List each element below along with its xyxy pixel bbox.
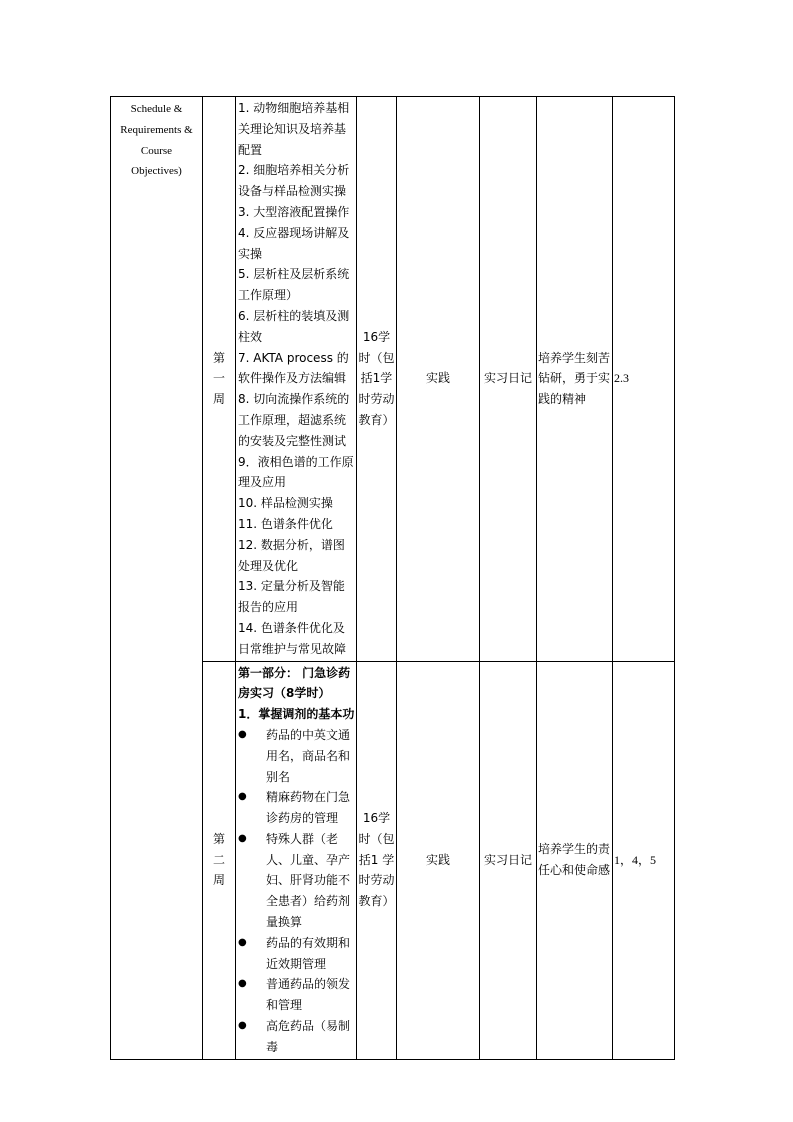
row-label-line: Requirements & [120,123,193,136]
row-label-line: Schedule & [130,103,183,115]
week-label: 第一周 [212,350,225,407]
week-cell [203,97,236,662]
week-label: 第二周 [212,831,225,888]
list-item [238,1016,355,1058]
list-item: 9．液相色谱的工作原理及应用 [238,454,354,490]
bullet-icon: ● [238,936,247,948]
indicator-cell [613,97,675,662]
week-cell [203,661,236,1059]
indicator-cell [613,661,675,1059]
list-item: 6. 层析柱的装填及测柱效 [238,308,350,344]
objective-cell [537,97,613,662]
list-item: 2. 细胞培养相关分析设备与样品检测实操 [238,163,350,199]
list-item: 5. 层析柱及层析系统工作原理） [238,267,350,303]
list-item: 7. AKTA process 的软件操作及方法编辑 [238,350,349,386]
bullet-text: 高危药品（易制毒 [266,1019,351,1054]
bullet-text: 特殊人群（老人、儿童、孕产妇、肝肾功能不全患者）给药剂量换算 [266,831,351,930]
bullet-text: 普通药品的领发和管理 [266,977,351,1013]
list-item: 13. 定量分析及智能报告的应用 [238,579,345,615]
bullet-icon: ● [238,791,247,803]
bullet-icon: ● [238,978,247,990]
row-label-cell [111,97,203,1060]
list-item [238,974,355,1016]
content-cell [236,661,357,1059]
hours-cell [357,97,397,662]
list-item: 11. 色谱条件优化 [238,516,333,531]
assessment-text: 实习日记 [483,852,532,867]
hours-text: 16学时（包括1学时劳动教育） [358,329,395,427]
objective-text: 培养学生的责任心和使命感 [538,842,611,878]
row-label-line: Objectives) [131,165,182,178]
hours-cell [357,661,397,1059]
method-cell [397,661,480,1059]
content-cell [236,97,357,662]
assessment-cell [480,97,537,662]
list-item [238,787,355,829]
bullet-icon: ● [238,832,247,844]
list-item [238,829,355,933]
bullet-icon: ● [238,1020,247,1032]
bullet-text: 药品的有效期和近效期管理 [266,935,351,971]
list-item [238,725,355,787]
hours-text: 16学时（包括1 学时劳动教育） [358,811,395,909]
indicator-text: 1，4，5 [614,852,657,867]
assessment-cell [480,661,537,1059]
schedule-table [110,96,675,1060]
section-title: 1．掌握调剂的基本功 [238,707,355,722]
objective-cell [537,661,613,1059]
list-item [238,933,355,975]
part-title: 第一部分： 门急诊药房实习（8学时） [238,665,351,701]
bullet-text: 精麻药物在门急诊药房的管理 [266,790,351,826]
list-item: 1. 动物细胞培养基相关理论知识及培养基配置 [238,101,350,157]
list-item: 14. 色谱条件优化及日常维护与常见故障 [238,620,347,656]
bullet-icon: ● [238,728,247,740]
list-item: 3. 大型溶液配置操作 [238,204,350,219]
list-item: 4. 反应器现场讲解及实操 [238,225,350,261]
method-cell [397,97,480,662]
row-label-line: Course [140,144,173,157]
list-item: 8. 切向流操作系统的工作原理，超滤系统的安装及完整性测试 [238,392,350,448]
objective-text: 培养学生刻苦钻研，勇于实践的精神 [538,350,611,407]
method-text: 实践 [425,371,450,386]
indicator-text: 2.3 [614,371,629,386]
table-row [111,97,675,662]
bullet-text: 药品的中英文通用名，商品名和别名 [266,727,351,784]
list-item: 10. 样品检测实操 [238,496,333,511]
method-text: 实践 [425,852,450,867]
list-item: 12. 数据分析，谱图处理及优化 [238,537,345,573]
assessment-text: 实习日记 [483,371,532,386]
